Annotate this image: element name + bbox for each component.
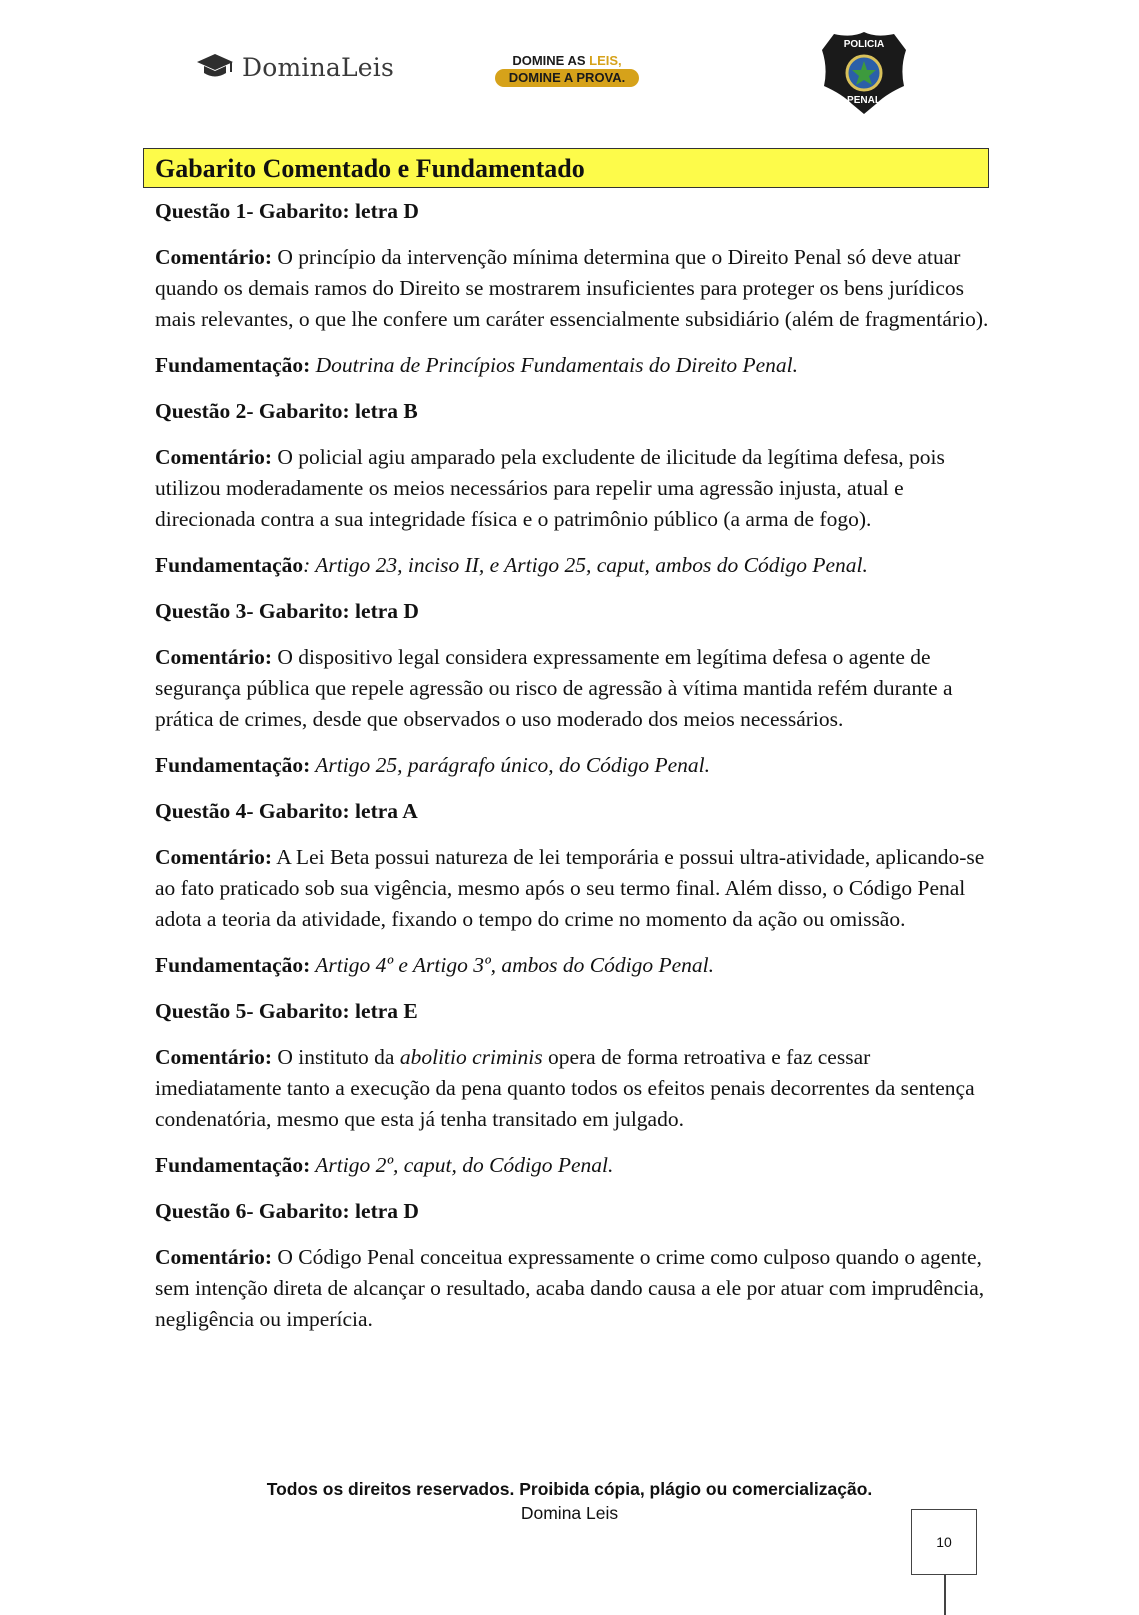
comment-text-italic: abolitio criminis <box>399 1045 543 1069</box>
question-comment <box>155 1042 995 1135</box>
basis-label: Fundamentação: <box>155 353 311 377</box>
basis-label: Fundamentação: <box>155 953 311 977</box>
page-header <box>0 0 1139 130</box>
footer-company: Domina Leis <box>520 1503 619 1523</box>
question-comment <box>155 1242 995 1335</box>
question-comment <box>155 842 995 935</box>
answer-key-content <box>155 196 995 1350</box>
question-comment <box>155 642 995 735</box>
comment-label: Comentário: <box>155 845 273 869</box>
question-basis <box>155 750 995 781</box>
comment-text-post: opera de forma retroativa e faz cessar imediatamente tanto a execução da pena quanto todos os efeitos penais decorrentes da sentença condenatória, mesmo que esta já tenha transitado em julgado. <box>155 1045 975 1131</box>
basis-label: Fundamentação <box>155 553 304 577</box>
basis-label: Fundamentação: <box>155 753 311 777</box>
basis-text: Artigo 2º, caput, do Código Penal. <box>310 1153 614 1177</box>
comment-label: Comentário: <box>155 1245 273 1269</box>
question-heading: Questão 1- Gabarito: letra D <box>155 199 419 223</box>
policia-penal-badge-icon <box>814 28 914 118</box>
question-basis <box>155 550 995 581</box>
dominaleis-logo <box>196 52 394 82</box>
badge-top-text: POLICIA <box>843 39 885 50</box>
question-comment <box>155 242 995 335</box>
slogan-part-b: LEIS, <box>589 53 622 68</box>
comment-label: Comentário: <box>155 445 273 469</box>
section-title: Gabarito Comentado e Fundamentado <box>155 154 585 183</box>
comment-text: O dispositivo legal considera expressamente em legítima defesa o agente de segurança pública que repele agressão ou risco de agressão à vítima mantida refém durante a prática de crimes, desde que observados o uso moderado dos meios necessários. <box>155 645 953 731</box>
comment-label: Comentário: <box>155 645 273 669</box>
question-heading: Questão 6- Gabarito: letra D <box>155 1199 419 1223</box>
comment-label: Comentário: <box>155 1045 273 1069</box>
question-heading: Questão 4- Gabarito: letra A <box>155 799 418 823</box>
page-number-line <box>944 1575 946 1615</box>
comment-text: O policial agiu amparado pela excludente de ilicitude da legítima defesa, pois utilizou moderadamente os meios necessários para repelir uma agressão injusta, atual e direcionada contra a sua integridade física e o patrimônio público (a arma de fogo). <box>155 445 945 531</box>
basis-text: Doutrina de Princípios Fundamentais do Direito Penal. <box>310 353 798 377</box>
question-heading: Questão 5- Gabarito: letra E <box>155 999 418 1023</box>
question-heading: Questão 2- Gabarito: letra B <box>155 399 418 423</box>
comment-label: Comentário: <box>155 245 273 269</box>
slogan-line-2: DOMINE A PROVA. <box>495 69 640 87</box>
question-basis <box>155 350 995 381</box>
basis-text: : Artigo 23, inciso II, e Artigo 25, caput, ambos do Código Penal. <box>303 553 868 577</box>
comment-text-pre: O instituto da <box>272 1045 400 1069</box>
comment-text: O Código Penal conceitua expressamente o crime como culposo quando o agente, sem intenção direta de alcançar o resultado, acaba dando causa a ele por atuar com imprudência, negligência ou imperícia. <box>155 1245 985 1331</box>
section-title-box <box>143 148 989 188</box>
basis-text: Artigo 4º e Artigo 3º, ambos do Código Penal. <box>310 953 715 977</box>
rights-notice: Todos os direitos reservados. Proibida cópia, plágio ou comercialização. <box>266 1479 873 1499</box>
slogan-part-a: DOMINE AS <box>512 53 590 68</box>
comment-text: O princípio da intervenção mínima determina que o Direito Penal só deve atuar quando os demais ramos do Direito se mostrarem insuficientes para proteger os bens jurídicos mais relevantes, o que lhe confere um caráter essencialmente subsidiário (além de fragmentário). <box>155 245 989 331</box>
slogan-line-1 <box>480 53 654 68</box>
page-number: 10 <box>936 1534 952 1550</box>
page-number-box <box>911 1509 977 1575</box>
basis-label: Fundamentação: <box>155 1153 311 1177</box>
question-basis <box>155 950 995 981</box>
question-heading: Questão 3- Gabarito: letra D <box>155 599 419 623</box>
question-basis <box>155 1150 995 1181</box>
badge-bottom-text: PENAL <box>847 95 881 106</box>
brand-name: DominaLeis <box>242 52 395 82</box>
comment-text: A Lei Beta possui natureza de lei temporária e possui ultra-atividade, aplicando-se ao fato praticado sob sua vigência, mesmo após o seu termo final. Além disso, o Código Penal adota a teoria da atividade, fixando o tempo do crime no momento da ação ou omissão. <box>155 845 985 931</box>
question-comment <box>155 442 995 535</box>
graduation-cap-icon <box>196 52 234 82</box>
basis-text: Artigo 25, parágrafo único, do Código Penal. <box>310 753 711 777</box>
slogan-logo <box>480 53 654 87</box>
